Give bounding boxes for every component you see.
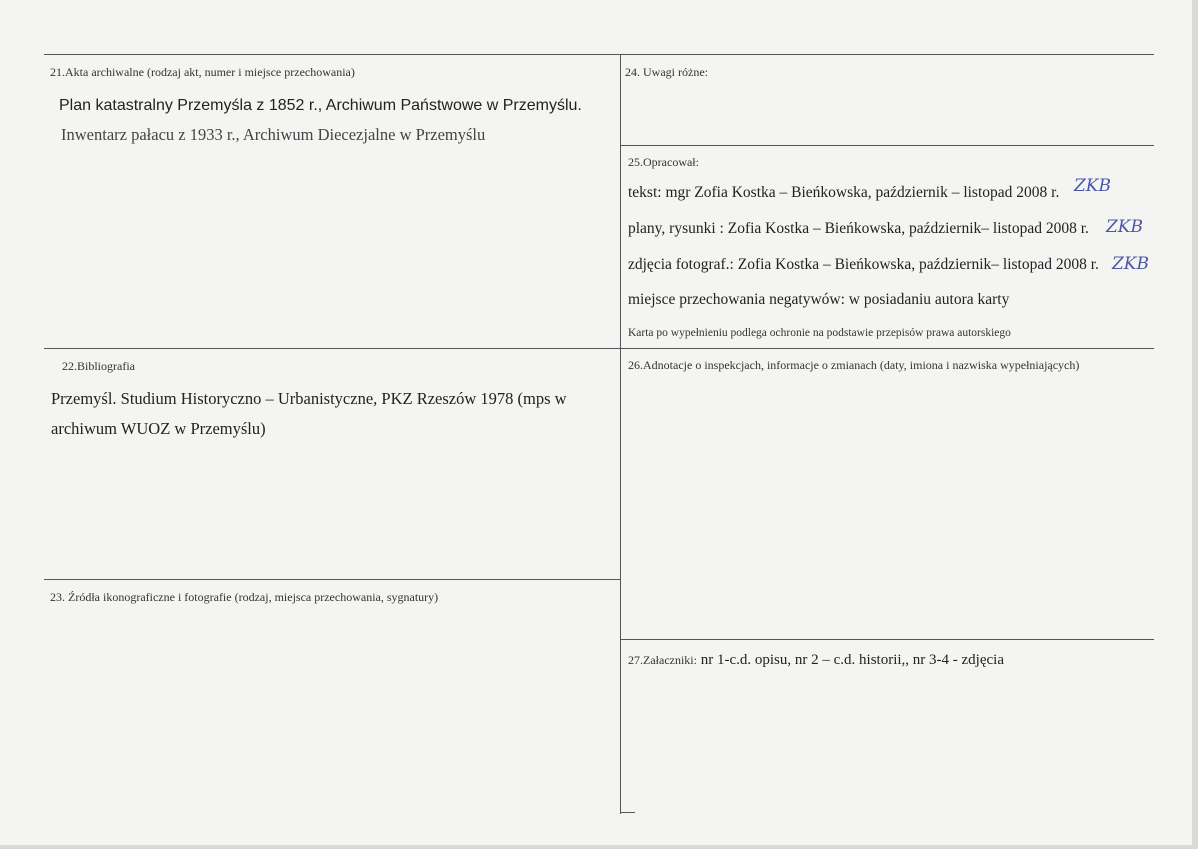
section-27-line: [628, 652, 1004, 669]
section-26-heading: 26.Adnotacje o inspekcjach, informacje o zmianach (daty, imiona i nazwiska wypełniających): [628, 358, 1080, 372]
copyright-note: Karta po wypełnieniu podlega ochronie na podstawie przepisów prawa autorskiego: [628, 327, 1011, 339]
rule-22-23: [44, 579, 620, 580]
scan-edge-right: [1192, 0, 1198, 849]
section-21-heading: 21.Akta archiwalne (rodzaj akt, numer i miejsce przechowania): [50, 65, 355, 79]
section-24-heading: 24. Uwagi różne:: [625, 65, 708, 79]
section-25-heading: 25.Opracował:: [628, 155, 699, 169]
initials-signature-2: ZKB: [1106, 217, 1144, 237]
rule-26-27: [621, 639, 1154, 640]
section-22-line-2: archiwum WUOZ w Przemyślu): [51, 419, 266, 438]
section-27-label: 27.Załaczniki:: [628, 653, 697, 667]
bottom-tick: [621, 812, 635, 813]
top-rule: [44, 54, 1154, 55]
section-21-line-1: Plan katastralny Przemyśla z 1852 r., Archiwum Państwowe w Przemyślu.: [59, 97, 582, 114]
section-23-heading: 23. Źródła ikonograficzne i fotografie (rodzaj, miejsca przechowania, sygnatury): [50, 590, 439, 604]
section-25-plany: plany, rysunki : Zofia Kostka – Bieńkowska, październik– listopad 2008 r.: [628, 220, 1089, 237]
initials-signature-3: ZKB: [1112, 254, 1150, 274]
rule-21-22-left: [44, 348, 620, 349]
section-21-line-2: Inwentarz pałacu z 1933 r., Archiwum Diecezjalne w Przemyślu: [61, 125, 486, 144]
section-27-text: nr 1-c.d. opisu, nr 2 – c.d. historii,, nr 3-4 - zdjęcia: [696, 652, 1004, 668]
rule-25-26: [621, 348, 1154, 349]
scan-edge-bottom: [0, 845, 1198, 849]
section-25-tekst: tekst: mgr Zofia Kostka – Bieńkowska, październik – listopad 2008 r.: [628, 184, 1060, 201]
section-25-miejsce: miejsce przechowania negatywów: w posiadaniu autora karty: [628, 291, 1010, 308]
rule-24-25: [621, 145, 1154, 146]
section-22-heading: 22.Bibliografia: [62, 359, 135, 373]
column-divider: [620, 54, 621, 814]
initials-signature-1: ZKB: [1074, 176, 1112, 196]
section-22-line-1: Przemyśl. Studium Historyczno – Urbanistyczne, PKZ Rzeszów 1978 (mps w: [51, 389, 567, 408]
section-25-zdjecia: zdjęcia fotograf.: Zofia Kostka – Bieńkowska, październik– listopad 2008 r.: [628, 256, 1099, 273]
